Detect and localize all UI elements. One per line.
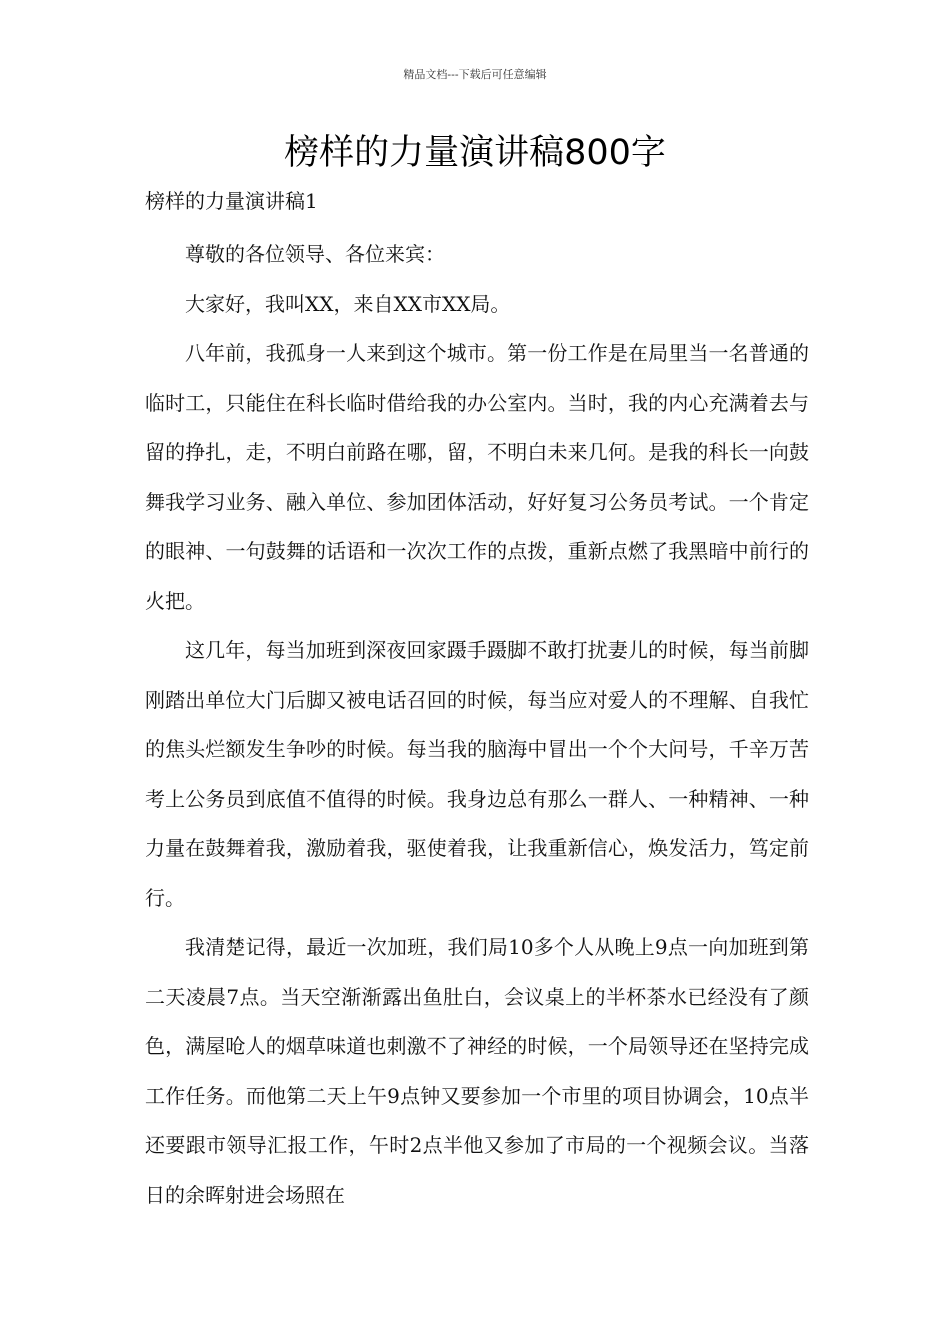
paragraph-overtime-memory: 我清楚记得，最近一次加班，我们局10多个人从晚上9点一向加班到第二天凌晨7点。当天空渐渐露出鱼肚白，会议桌上的半杯茶水已经没有了颜色，满屋呛人的烟草味道也刺激不了神经的时候，一个局领导还在坚持完成工作任务。而他第二天上午9点钟又要参加一个市里的项目协调会，10点半还要跟市领导汇报工作，午时2点半他又参加了市局的一个视频会议。当落日的余晖射进会场照在 xyxy=(145,935,809,1207)
document-body xyxy=(145,230,809,1220)
paragraph-eight-years-ago: 八年前，我孤身一人来到这个城市。第一份工作是在局里当一名普通的临时工，只能住在科长临时借给我的办公室内。当时，我的内心充满着去与留的挣扎，走，不明白前路在哪，留，不明白未来几何。是我的科长一向鼓舞我学习业务、融入单位、参加团体活动，好好复习公务员考试。一个肯定的眼神、一句鼓舞的话语和一次次工作的点拨，重新点燃了我黑暗中前行的火把。 xyxy=(145,341,809,613)
document-title: 榜样的力量演讲稿800字 xyxy=(284,133,666,173)
paragraph-greeting: 尊敬的各位领导、各位来宾： xyxy=(185,242,445,266)
paragraph-introduction: 大家好，我叫XX，来自XX市XX局。 xyxy=(185,291,511,316)
document-subtitle: 榜样的力量演讲稿1 xyxy=(145,189,318,213)
paragraph-these-years: 这几年，每当加班到深夜回家蹑手蹑脚不敢打扰妻儿的时候，每当前脚刚踏出单位大门后脚又被电话召回的时候，每当应对爱人的不理解、自我忙的焦头烂额发生争吵的时候。每当我的脑海中冒出一个个大问号，千辛万苦考上公务员到底值不值得的时候。我身边总有那么一群人、一种精神、一种力量在鼓舞着我，激励着我，驱使着我，让我重新信心，焕发活力，笃定前行。 xyxy=(145,638,809,910)
page-header-note: 精品文档---下载后可任意编辑 xyxy=(403,68,547,81)
